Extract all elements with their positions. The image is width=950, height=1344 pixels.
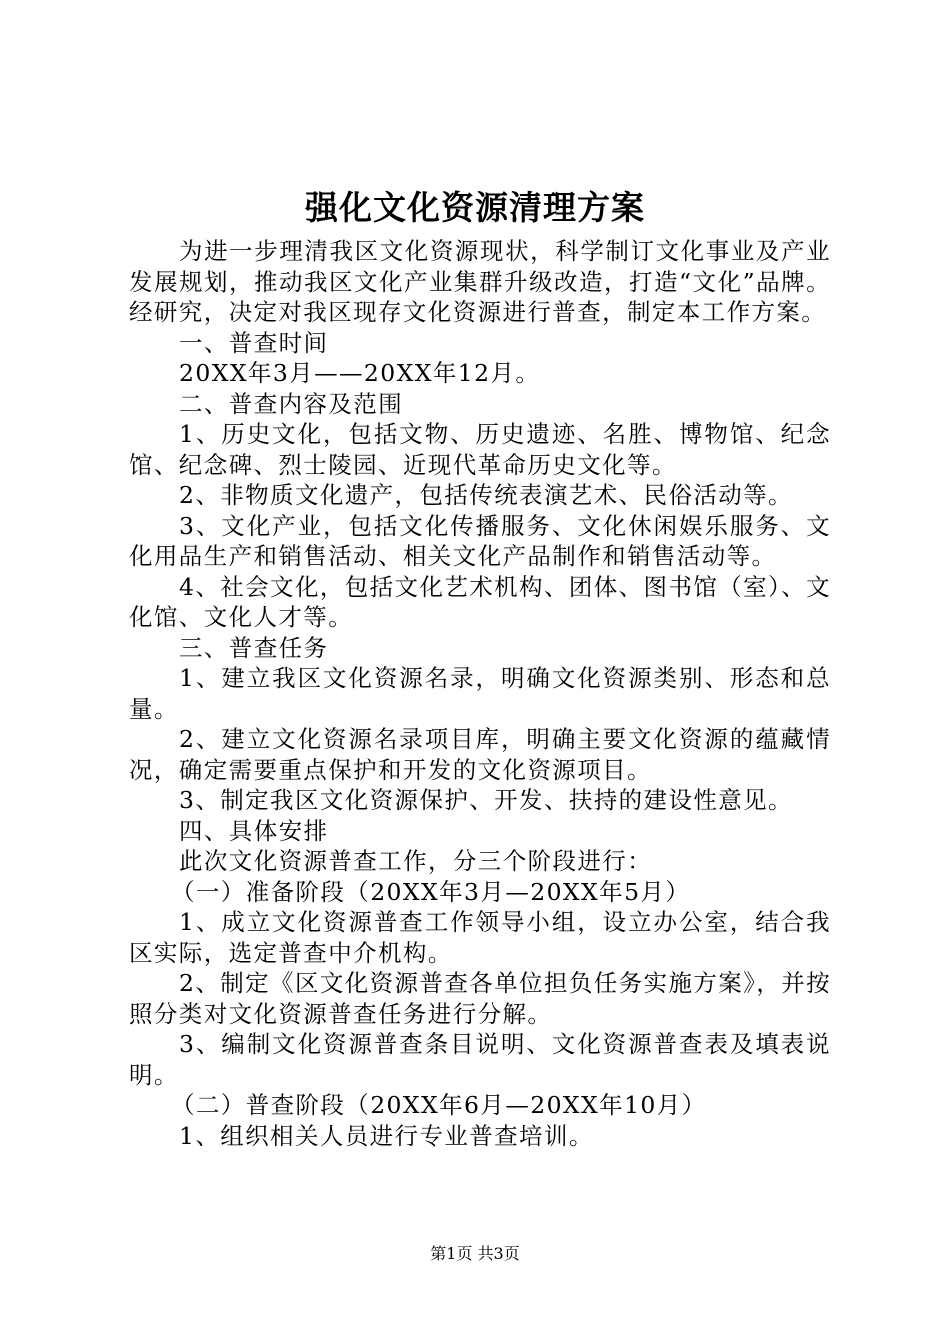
paragraph-scope-3: 3、文化产业，包括文化传播服务、文化休闲娱乐服务、文化用品生产和销售活动、相关文化产品制作和销售活动等。 [129,511,831,570]
paragraph-scope-1: 1、历史文化，包括文物、历史遗迹、名胜、博物馆、纪念馆、纪念碑、烈士陵园、近现代革命历史文化等。 [129,420,831,479]
section-heading-arrangement: 四、具体安排 [179,816,329,845]
section-heading-tasks: 三、普查任务 [179,633,329,662]
paragraph-task-3: 3、制定我区文化资源保护、开发、扶持的建设性意见。 [179,786,793,814]
paragraph-scope-2: 2、非物质文化遗产，包括传统表演艺术、民俗活动等。 [179,481,793,509]
subsection-heading-preparation: （一）准备阶段（20XX年3月—20XX年5月） [171,877,691,906]
document-body [129,236,831,1151]
paragraph-scope-4: 4、社会文化，包括文化艺术机构、团体、图书馆（室）、文化馆、文化人才等。 [129,572,832,631]
page-number-footer: 第1页 共3页 [430,1244,520,1263]
paragraph-preparation-2: 2、制定《区文化资源普查各单位担负任务实施方案》，并按照分类对文化资源普查任务进行分解。 [129,969,832,1028]
paragraph-time-range: 20XX年3月——20XX年12月。 [179,359,541,387]
paragraph-arrangement-intro: 此次文化资源普查工作，分三个阶段进行： [179,847,653,875]
paragraph-preparation-3: 3、编制文化资源普查条目说明、文化资源普查表及填表说明。 [129,1030,831,1089]
paragraph-preparation-1: 1、成立文化资源普查工作领导小组，设立办公室，结合我区实际，选定普查中介机构。 [129,908,831,967]
subsection-heading-survey: （二）普查阶段（20XX年6月—20XX年10月） [171,1091,707,1119]
document-title: 强化文化资源清理方案 [305,188,645,227]
section-heading-scope: 二、普查内容及范围 [179,389,404,418]
section-heading-time: 一、普查时间 [179,328,329,357]
paragraph-survey-1: 1、组织相关人员进行专业普查培训。 [179,1121,594,1150]
paragraph-task-1: 1、建立我区文化资源名录，明确文化资源类别、形态和总量。 [129,664,831,723]
intro-paragraph: 为进一步理清我区文化资源现状，科学制订文化事业及产业发展规划，推动我区文化产业集群升级改造，打造“文化”品牌。经研究，决定对我区现存文化资源进行普查，制定本工作方案。 [129,237,831,326]
paragraph-task-2: 2、建立文化资源名录项目库，明确主要文化资源的蕴藏情况，确定需要重点保护和开发的文化资源项目。 [129,725,831,784]
